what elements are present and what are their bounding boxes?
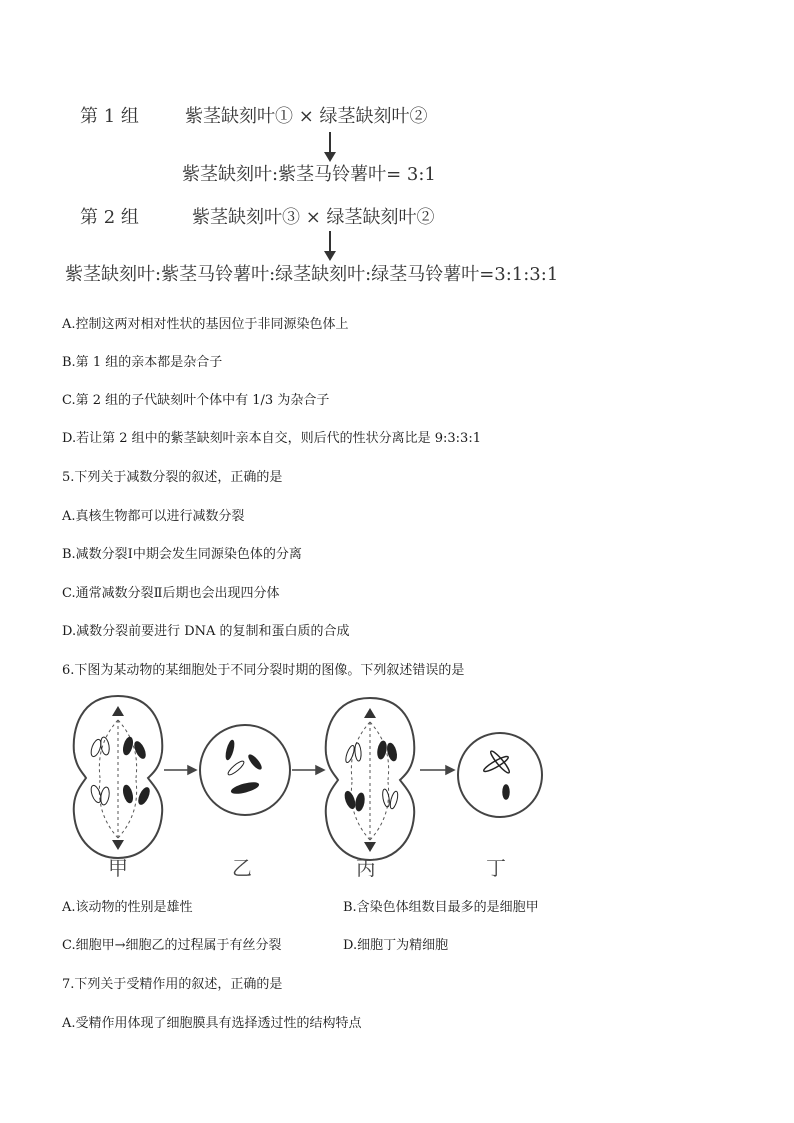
q5-option-b: B.减数分裂Ⅰ中期会发生同源染色体的分离 (62, 547, 302, 562)
cell-yi-outline (200, 725, 290, 815)
q4-option-c: C.第 2 组的子代缺刻叶个体中有 1/3 为杂合子 (62, 393, 330, 408)
group1-label: 第 1 组 (80, 106, 139, 127)
q7-option-a: A.受精作用体现了细胞膜具有选择透过性的结构特点 (62, 1016, 362, 1031)
q6-stem: 6.下图为某动物的某细胞处于不同分裂时期的图像。下列叙述错误的是 (62, 663, 465, 678)
q5-stem: 5.下列关于减数分裂的叙述，正确的是 (62, 470, 283, 485)
group2-label: 第 2 组 (80, 207, 139, 228)
group2-arrow (329, 231, 331, 253)
cell-division-figure (60, 690, 560, 880)
q5-option-c: C.通常减数分裂Ⅱ后期也会出现四分体 (62, 586, 280, 601)
q5-option-a: A.真核生物都可以进行减数分裂 (62, 509, 245, 524)
group2-cross: 紫茎缺刻叶③ × 绿茎缺刻叶② (192, 207, 435, 228)
q6-option-d: D.细胞丁为精细胞 (343, 938, 449, 953)
q5-option-d: D.减数分裂前要进行 DNA 的复制和蛋白质的合成 (62, 624, 350, 639)
q7-stem: 7.下列关于受精作用的叙述，正确的是 (62, 977, 283, 992)
group2-result: 紫茎缺刻叶:紫茎马铃薯叶:绿茎缺刻叶:绿茎马铃薯叶=3:1:3:1 (65, 264, 559, 285)
group1-arrow (329, 132, 331, 154)
cell-label-bing: 丙 (356, 856, 376, 880)
group1-result: 紫茎缺刻叶:紫茎马铃薯叶= 3:1 (182, 164, 436, 185)
cell-label-yi: 乙 (232, 856, 252, 880)
genetic-cross-figure (60, 90, 630, 295)
q6-option-b: B.含染色体组数目最多的是细胞甲 (343, 900, 539, 915)
q4-option-b: B.第 1 组的亲本都是杂合子 (62, 355, 223, 370)
cell-label-jia: 甲 (108, 856, 128, 880)
cell-ding-outline (458, 733, 542, 817)
group1-cross: 紫茎缺刻叶① × 绿茎缺刻叶② (185, 106, 428, 127)
q6-option-c: C.细胞甲→细胞乙的过程属于有丝分裂 (62, 938, 282, 953)
q4-option-a: A.控制这两对相对性状的基因位于非同源染色体上 (62, 317, 349, 332)
q6-option-a: A.该动物的性别是雄性 (62, 900, 193, 915)
q4-option-d: D.若让第 2 组中的紫茎缺刻叶亲本自交，则后代的性状分离比是 9:3:3:1 (62, 431, 481, 446)
cell-label-ding: 丁 (486, 856, 506, 880)
